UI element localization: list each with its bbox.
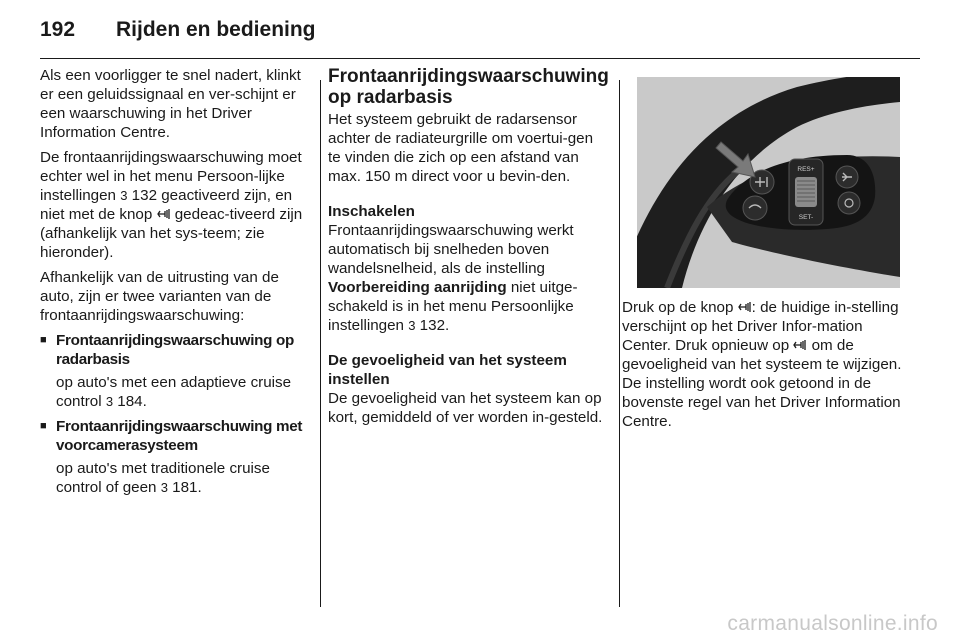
- column-2: [328, 66, 609, 433]
- steering-wheel-illustration: [637, 77, 900, 288]
- page-reference-icon: 3: [160, 480, 168, 495]
- page-number: 192: [40, 18, 76, 41]
- paragraph: Frontaanrijdingswaarschuwing werkt automatisch bij snelheden boven wandelsnelheid, als de instelling Voorbereiding aanrijding niet uitge-schakeld is in het menu Persoonlijke instellingen 3 132.: [328, 222, 578, 334]
- page-header: [40, 18, 316, 48]
- page-reference-icon: 3: [408, 318, 416, 333]
- paragraph: Druk op de knop : de huidige in-stelling verschijnt op het Driver Infor-mation Center. Druk opnieuw op om de gevoeligheid van het systeem te wijzigen. De instelling wordt ook getoond in de bovenste regel van het Driver Information Centre.: [622, 299, 902, 430]
- bullet-text: op auto's met een adaptieve cruise control 3 184.: [56, 374, 292, 410]
- column-divider-1: [320, 80, 321, 607]
- bullet-icon: ■: [40, 334, 47, 346]
- bullet-item: [40, 331, 305, 369]
- steering-wheel-image: [637, 77, 900, 288]
- column-3: [622, 298, 905, 437]
- distance-button-icon: [738, 301, 752, 313]
- paragraph: De gevoeligheid van het systeem kan op kort, gemiddeld of ver worden in-gesteld.: [328, 390, 603, 426]
- page-title: Rijden en bediening: [116, 18, 316, 41]
- paragraph: Het systeem gebruikt de radarsensor achter de radiateurgrille om voertui-gen te vinden die zich op een afstand van max. 150 m direct voor u bevin-den.: [328, 111, 594, 185]
- res-label: RES+: [797, 166, 815, 173]
- distance-button-icon: [793, 339, 807, 351]
- paragraph: De frontaanrijdingswaarschuwing moet echter wel in het menu Persoon-lijke instellingen 3 132 geactiveerd zijn, en niet met de knop gedeac-tiveerd zijn (afhankelijk van het sys-teem; zie hieronder).: [40, 149, 303, 261]
- bullet-title: Frontaanrijdingswaarschuwing met voorcamerasysteem: [56, 418, 303, 454]
- set-label: SET-: [798, 214, 814, 221]
- paragraph: Als een voorligger te snel nadert, klinkt er een geluidssignaal en ver-schijnt er een waarschuwing in het Driver Information Centre.: [40, 67, 301, 141]
- column-divider-2: [619, 80, 620, 607]
- distance-button-icon: [157, 208, 171, 220]
- bullet-title: Frontaanrijdingswaarschuwing op radarbasis: [56, 332, 294, 368]
- menu-setting-name: Voorbereiding aanrijding: [328, 279, 507, 296]
- watermark: carmanualsonline.info: [727, 612, 938, 635]
- subheading: Inschakelen: [328, 203, 415, 220]
- column-1: [40, 66, 305, 503]
- bullet-item: [40, 417, 305, 455]
- bullet-icon: ■: [40, 420, 47, 432]
- page-reference-icon: 3: [120, 188, 128, 203]
- section-heading: Frontaanrijdingswaarschuwing op radarbasis: [328, 66, 609, 108]
- paragraph: Afhankelijk van de uitrusting van de auto, zijn er twee varianten van de frontaanrijdingswaarschuwing:: [40, 269, 279, 324]
- subheading: De gevoeligheid van het systeem instellen: [328, 352, 567, 388]
- bullet-text: op auto's met traditionele cruise control of geen 3 181.: [56, 460, 270, 496]
- page-reference-icon: 3: [105, 394, 114, 409]
- header-rule: [40, 58, 920, 59]
